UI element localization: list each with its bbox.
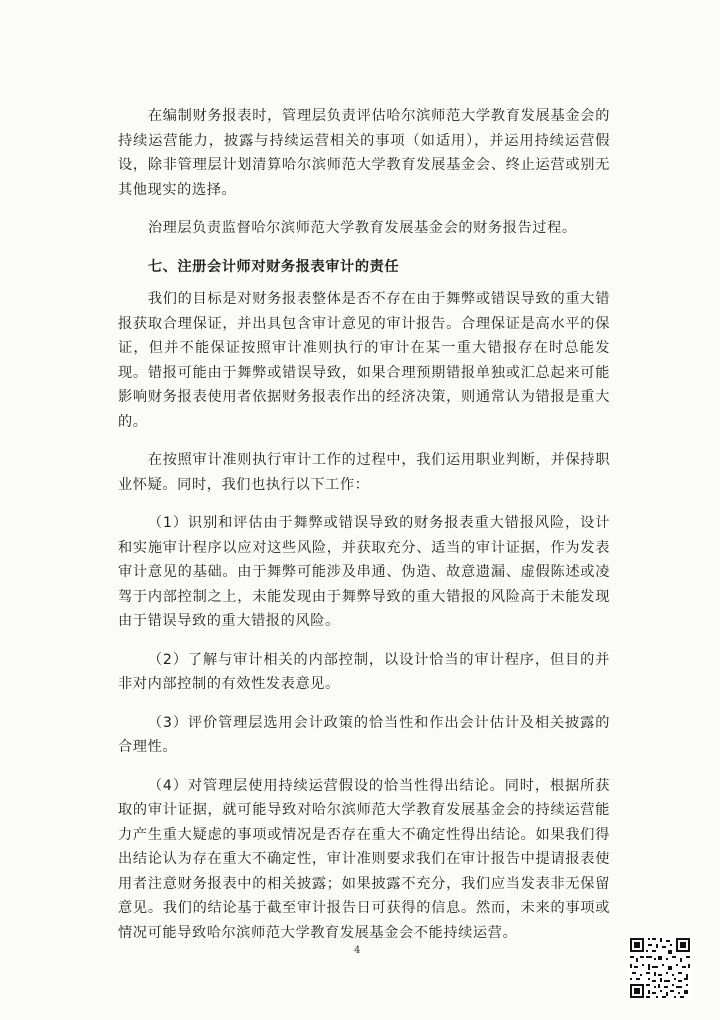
paragraph-item-4: （4）对管理层使用持续运营假设的恰当性得出结论。同时，根据所获取的审计证据，就可能导致对哈尔滨师范大学教育发展基金会的持续运营能力产生重大疑虑的事项或情况是否存在重大不确定性得出结论。如果我们得出结论认为存在重大不确定性，审计准则要求我们在审计报告中提请报表使用者注意财务报表中的相关披露；如果披露不充分，我们应当发表非无保留意见。我们的结论基于截至审计报告日可获得的信息。然而，未来的事项或情况可能导致哈尔滨师范大学教育发展基金会不能持续运营。 [118,777,610,941]
paragraph-item-2: （2）了解与审计相关的内部控制，以设计恰当的审计程序，但目的并非对内部控制的有效性发表意见。 [118,651,610,692]
qr-code-icon [628,936,692,1000]
page-number: 4 [354,945,361,956]
paragraph-management-going-concern: 在编制财务报表时，管理层负责评估哈尔滨师范大学教育发展基金会的持续运营能力，披露与持续运营相关的事项（如适用），并运用持续运营假设，除非管理层计划清算哈尔滨师范大学教育发展基金会、终止运营或别无其他现实的选择。 [118,108,610,198]
paragraph-governance-oversight: 治理层负责监督哈尔滨师范大学教育发展基金会的财务报告过程。 [147,220,577,236]
paragraph-item-3: （3）评价管理层选用会计政策的恰当性和作出会计估计及相关披露的合理性。 [118,714,610,755]
paragraph-professional-judgment: 在按照审计准则执行审计工作的过程中，我们运用职业判断，并保持职业怀疑。同时，我们也执行以下工作： [118,452,610,493]
paragraph-audit-objective: 我们的目标是对财务报表整体是否不存在由于舞弊或错误导致的重大错报获取合理保证，并出具包含审计意见的审计报告。合理保证是高水平的保证，但并不能保证按照审计准则执行的审计在某一重大错报存在时总能发现。错报可能由于舞弊或错误导致，如果合理预期错报单独或汇总起来可能影响财务报表使用者依据财务报表作出的经济决策，则通常认为错报是重大的。 [118,291,610,430]
paragraph-item-1: （1）识别和评估由于舞弊或错误导致的财务报表重大错报风险，设计和实施审计程序以应对这些风险，并获取充分、适当的审计证据，作为发表审计意见的基础。由于舞弊可能涉及串通、伪造、故意遗漏、虚假陈述或凌驾于内部控制之上，未能发现由于舞弊导致的重大错报的风险高于未能发现由于错误导致的重大错报的风险。 [118,515,610,629]
section-heading-auditor-responsibility: 七、注册会计师对财务报表审计的责任 [147,258,400,275]
document-body [118,104,610,945]
